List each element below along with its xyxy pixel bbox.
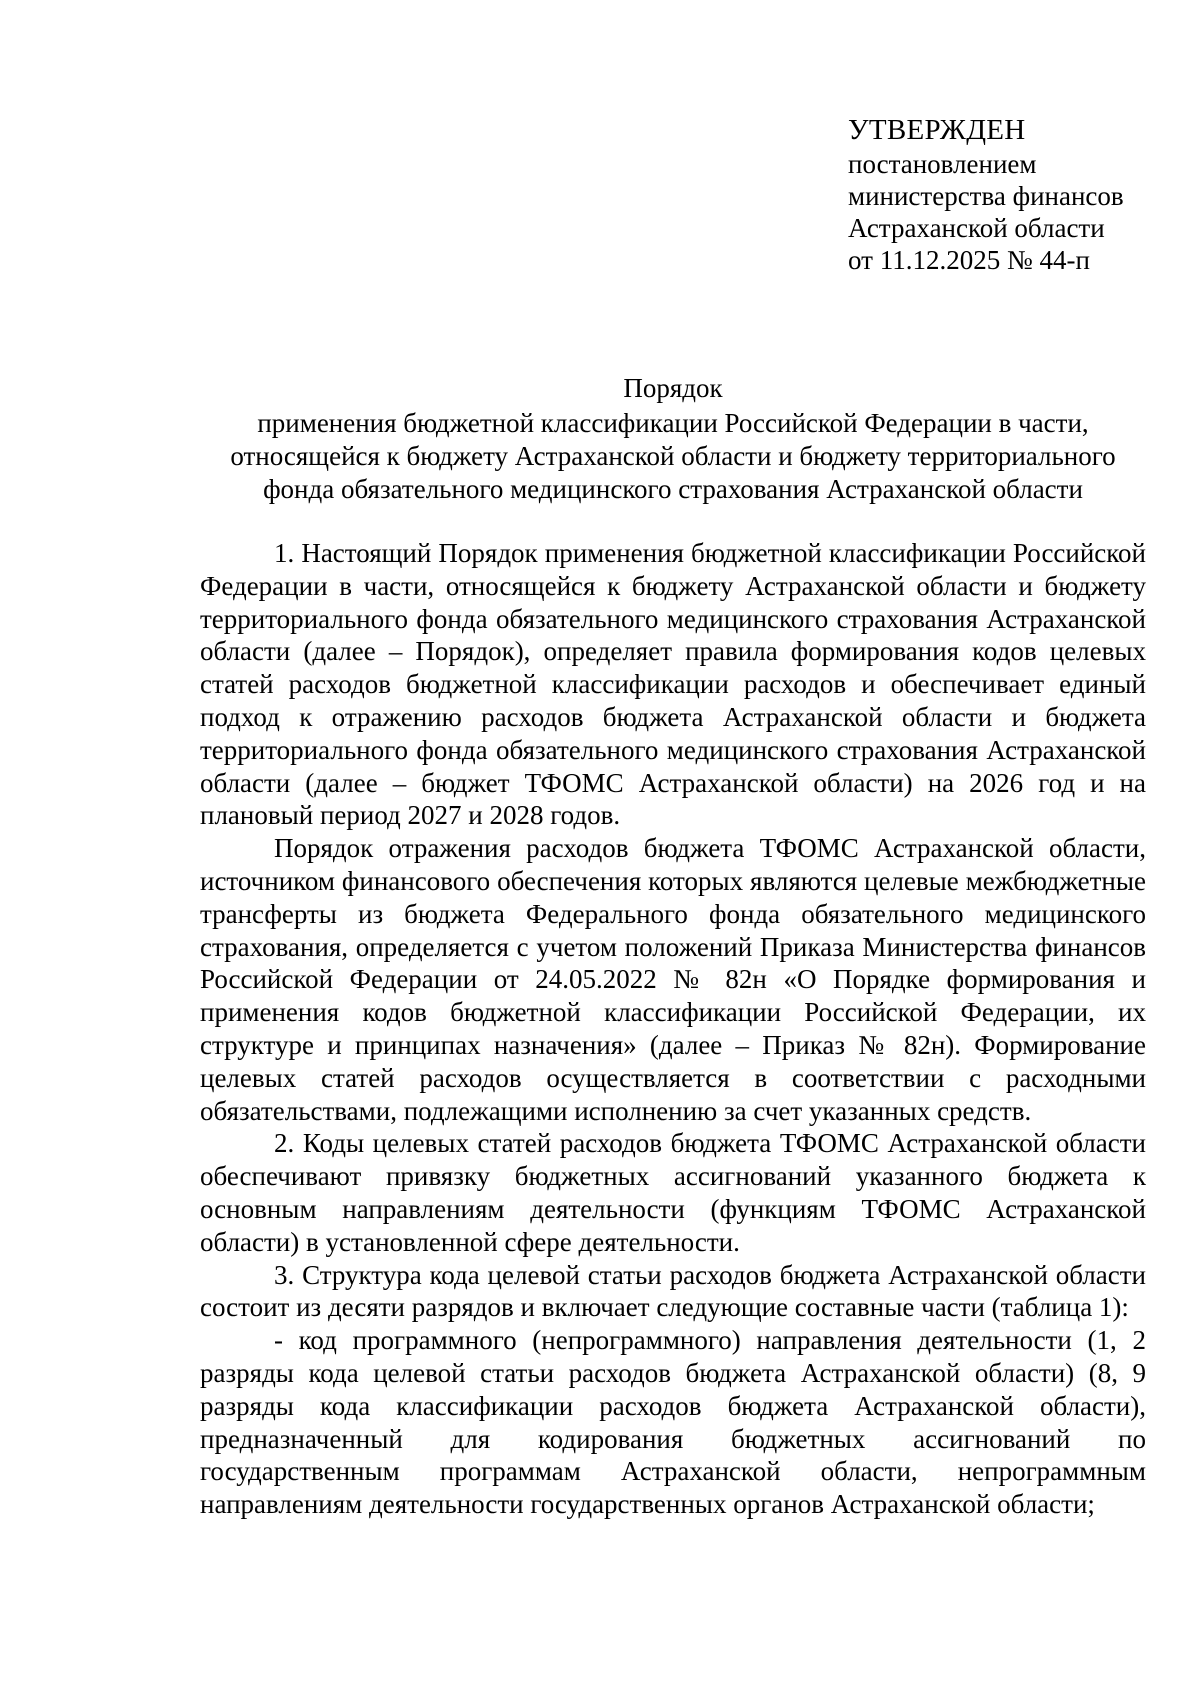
approval-line-1: постановлением xyxy=(848,149,1037,179)
paragraph-1: 1. Настоящий Порядок применения бюджетной классификации Российской Федерации в части, относящейся к бюджету Астраханской области и бюджету территориального фонда обязательного медицинского страхования Астраханской области (далее – Порядок), определяет правила формирования кодов целевых статей расходов бюджетной классификации расходов и обеспечивает единый подход к отражению расходов бюджета Астраханской области и бюджета территориального фонда обязательного медицинского страхования Астраханской области (далее – бюджет ТФОМС Астраханской области) на 2026 год и на плановый период 2027 и 2028 годов. xyxy=(200,538,1146,831)
document-heading xyxy=(200,372,1146,506)
paragraph-3: 2. Коды целевых статей расходов бюджета ТФОМС Астраханской области обеспечивают привязку бюджетных ассигнований указанного бюджета к основным направлениям деятельности (функциям ТФОМС Астраханской области) в установленной сфере деятельности. xyxy=(200,1128,1146,1257)
paragraph-5-list-item: - код программного (непрограммного) направления деятельности (1, 2 разряды кода целевой статьи расходов бюджета Астраханской области) (8, 9 разряды кода классификации расходов бюджета Астраханской области), предназначенный для кодирования бюджетных ассигнований по государственным программам Астраханской области, непрограммным направлениям деятельности государственных органов Астраханской области; xyxy=(200,1325,1146,1520)
approval-line-3: Астраханской области xyxy=(848,213,1105,243)
document-body xyxy=(200,537,1146,1521)
paragraph-2: Порядок отражения расходов бюджета ТФОМС Астраханской области, источником финансового обеспечения которых являются целевые межбюджетные трансферты из бюджета Федерального фонда обязательного медицинского страхования, определяется с учетом положений Приказа Министерства финансов Российской Федерации от 24.05.2022 № 82н «О Порядке формирования и применения кодов бюджетной классификации Российской Федерации, их структуре и принципах назначения» (далее – Приказ № 82н). Формирование целевых статей расходов осуществляется в соответствии с расходными обязательствами, подлежащими исполнению за счет указанных средств. xyxy=(200,833,1146,1126)
document-title: Порядок xyxy=(623,373,723,403)
approval-date-number: от 11.12.2025 № 44-п xyxy=(848,245,1090,275)
approval-title: УТВЕРЖДЕН xyxy=(848,114,1026,146)
approval-line-2: министерства финансов xyxy=(848,181,1124,211)
document-subtitle: применения бюджетной классификации Российской Федерации в части, относящейся к бюджету Астраханской области и бюджету территориального фонда обязательного медицинского страхования Астраханской области xyxy=(230,408,1116,504)
approval-stamp-block xyxy=(848,112,1168,276)
paragraph-4: 3. Структура кода целевой статьи расходов бюджета Астраханской области состоит из десяти разрядов и включает следующие составные части (таблица 1): xyxy=(200,1259,1146,1323)
